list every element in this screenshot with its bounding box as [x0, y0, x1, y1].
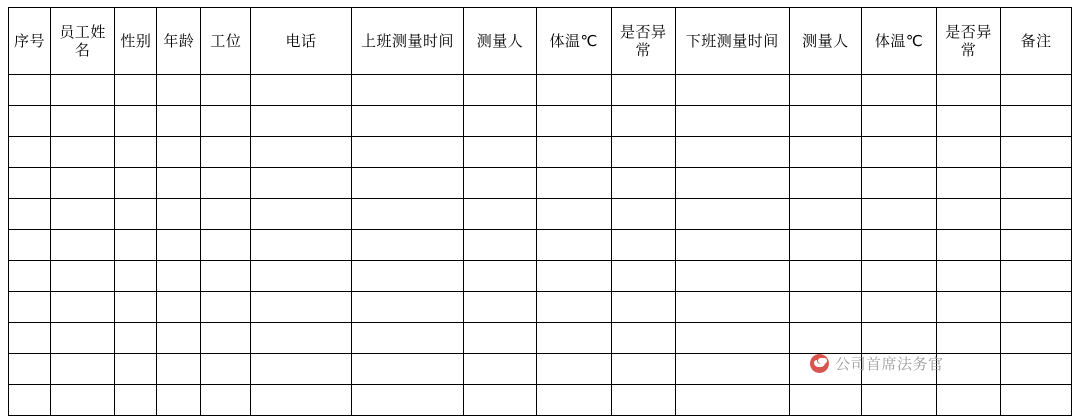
cell-abnormal_in[interactable] [611, 137, 675, 168]
cell-phone[interactable] [251, 292, 351, 323]
cell-temp_in[interactable] [536, 292, 611, 323]
cell-age[interactable] [157, 230, 201, 261]
cell-temp_in[interactable] [536, 106, 611, 137]
cell-name[interactable] [50, 354, 114, 385]
cell-abnormal_out[interactable] [936, 230, 1000, 261]
cell-temp_in[interactable] [536, 323, 611, 354]
cell-post[interactable] [201, 168, 251, 199]
cell-abnormal_in[interactable] [611, 323, 675, 354]
cell-time_in[interactable] [351, 323, 464, 354]
document-page [0, 7, 1080, 415]
cell-post[interactable] [201, 137, 251, 168]
cell-abnormal_out[interactable] [936, 354, 1000, 385]
cell-time_in[interactable] [351, 261, 464, 292]
cell-time_in[interactable] [351, 292, 464, 323]
cell-name[interactable] [50, 199, 114, 230]
cell-measurer_out[interactable] [789, 75, 862, 106]
cell-measurer_in[interactable] [464, 261, 537, 292]
cell-temp_in[interactable] [536, 199, 611, 230]
cell-phone[interactable] [251, 385, 351, 416]
cell-post[interactable] [201, 354, 251, 385]
column-checkin-measurer: 测量人 [464, 8, 537, 75]
cell-name[interactable] [50, 292, 114, 323]
cell-note[interactable] [1001, 137, 1072, 168]
cell-gender[interactable] [115, 199, 157, 230]
cell-age[interactable] [157, 323, 201, 354]
cell-age[interactable] [157, 106, 201, 137]
cell-temp_in[interactable] [536, 168, 611, 199]
cell-measurer_out[interactable] [789, 106, 862, 137]
cell-phone[interactable] [251, 354, 351, 385]
cell-measurer_in[interactable] [464, 199, 537, 230]
cell-note[interactable] [1001, 199, 1072, 230]
cell-phone[interactable] [251, 230, 351, 261]
cell-gender[interactable] [115, 106, 157, 137]
cell-time_out[interactable] [675, 385, 789, 416]
cell-phone[interactable] [251, 137, 351, 168]
cell-time_in[interactable] [351, 230, 464, 261]
cell-measurer_out[interactable] [789, 261, 862, 292]
cell-gender[interactable] [115, 230, 157, 261]
cell-phone[interactable] [251, 168, 351, 199]
cell-name[interactable] [50, 385, 114, 416]
cell-temp_out[interactable] [862, 75, 937, 106]
cell-temp_out[interactable] [862, 385, 937, 416]
cell-name[interactable] [50, 106, 114, 137]
cell-measurer_out[interactable] [789, 199, 862, 230]
cell-time_in[interactable] [351, 168, 464, 199]
column-checkout-abnormal: 是否异常 [936, 8, 1000, 75]
cell-abnormal_out[interactable] [936, 75, 1000, 106]
table-row [9, 106, 1072, 137]
cell-note[interactable] [1001, 168, 1072, 199]
column-checkin-abnormal: 是否异常 [611, 8, 675, 75]
cell-index[interactable] [9, 292, 51, 323]
cell-index[interactable] [9, 261, 51, 292]
cell-measurer_in[interactable] [464, 75, 537, 106]
temperature-record-table [8, 7, 1072, 416]
cell-index[interactable] [9, 323, 51, 354]
cell-measurer_in[interactable] [464, 354, 537, 385]
cell-time_out[interactable] [675, 323, 789, 354]
cell-time_out[interactable] [675, 261, 789, 292]
cell-gender[interactable] [115, 75, 157, 106]
cell-index[interactable] [9, 230, 51, 261]
column-checkout-time: 下班测量时间 [675, 8, 789, 75]
cell-measurer_in[interactable] [464, 168, 537, 199]
cell-time_in[interactable] [351, 75, 464, 106]
cell-time_out[interactable] [675, 230, 789, 261]
cell-abnormal_out[interactable] [936, 292, 1000, 323]
cell-abnormal_in[interactable] [611, 385, 675, 416]
cell-note[interactable] [1001, 292, 1072, 323]
cell-abnormal_out[interactable] [936, 168, 1000, 199]
cell-temp_out[interactable] [862, 354, 937, 385]
cell-gender[interactable] [115, 354, 157, 385]
cell-time_in[interactable] [351, 199, 464, 230]
cell-measurer_in[interactable] [464, 137, 537, 168]
cell-note[interactable] [1001, 75, 1072, 106]
cell-temp_out[interactable] [862, 230, 937, 261]
cell-measurer_in[interactable] [464, 230, 537, 261]
cell-phone[interactable] [251, 75, 351, 106]
column-index: 序号 [9, 8, 51, 75]
cell-abnormal_in[interactable] [611, 292, 675, 323]
cell-abnormal_in[interactable] [611, 199, 675, 230]
cell-post[interactable] [201, 323, 251, 354]
table-row [9, 199, 1072, 230]
cell-post[interactable] [201, 106, 251, 137]
cell-abnormal_out[interactable] [936, 137, 1000, 168]
cell-name[interactable] [50, 261, 114, 292]
cell-abnormal_out[interactable] [936, 106, 1000, 137]
cell-index[interactable] [9, 137, 51, 168]
cell-time_out[interactable] [675, 292, 789, 323]
cell-measurer_in[interactable] [464, 106, 537, 137]
cell-index[interactable] [9, 354, 51, 385]
column-note: 备注 [1001, 8, 1072, 75]
cell-measurer_in[interactable] [464, 292, 537, 323]
cell-index[interactable] [9, 168, 51, 199]
cell-gender[interactable] [115, 323, 157, 354]
cell-measurer_out[interactable] [789, 354, 862, 385]
cell-note[interactable] [1001, 323, 1072, 354]
cell-index[interactable] [9, 75, 51, 106]
cell-name[interactable] [50, 230, 114, 261]
column-checkin-temperature: 体温℃ [536, 8, 611, 75]
column-checkout-measurer: 测量人 [789, 8, 862, 75]
cell-temp_in[interactable] [536, 75, 611, 106]
table-row [9, 323, 1072, 354]
cell-abnormal_out[interactable] [936, 261, 1000, 292]
cell-abnormal_in[interactable] [611, 168, 675, 199]
cell-post[interactable] [201, 199, 251, 230]
table-row [9, 168, 1072, 199]
cell-time_out[interactable] [675, 199, 789, 230]
cell-measurer_out[interactable] [789, 323, 862, 354]
cell-age[interactable] [157, 137, 201, 168]
table-header [9, 8, 1072, 75]
cell-measurer_out[interactable] [789, 137, 862, 168]
column-age: 年龄 [157, 8, 201, 75]
cell-time_in[interactable] [351, 137, 464, 168]
table-row [9, 75, 1072, 106]
cell-abnormal_out[interactable] [936, 199, 1000, 230]
cell-time_out[interactable] [675, 137, 789, 168]
cell-age[interactable] [157, 292, 201, 323]
cell-temp_out[interactable] [862, 106, 937, 137]
cell-phone[interactable] [251, 106, 351, 137]
cell-post[interactable] [201, 292, 251, 323]
table-row [9, 354, 1072, 385]
table-row [9, 137, 1072, 168]
cell-temp_out[interactable] [862, 261, 937, 292]
cell-temp_in[interactable] [536, 261, 611, 292]
cell-index[interactable] [9, 199, 51, 230]
cell-temp_out[interactable] [862, 292, 937, 323]
cell-abnormal_in[interactable] [611, 230, 675, 261]
cell-temp_in[interactable] [536, 385, 611, 416]
column-post: 工位 [201, 8, 251, 75]
cell-name[interactable] [50, 75, 114, 106]
cell-time_out[interactable] [675, 75, 789, 106]
column-checkin-time: 上班测量时间 [351, 8, 464, 75]
cell-measurer_out[interactable] [789, 168, 862, 199]
cell-age[interactable] [157, 199, 201, 230]
cell-time_out[interactable] [675, 106, 789, 137]
cell-note[interactable] [1001, 385, 1072, 416]
cell-measurer_in[interactable] [464, 323, 537, 354]
column-gender: 性别 [115, 8, 157, 75]
cell-abnormal_in[interactable] [611, 261, 675, 292]
cell-time_in[interactable] [351, 385, 464, 416]
cell-gender[interactable] [115, 385, 157, 416]
cell-temp_in[interactable] [536, 230, 611, 261]
cell-note[interactable] [1001, 230, 1072, 261]
cell-time_out[interactable] [675, 168, 789, 199]
cell-gender[interactable] [115, 137, 157, 168]
cell-time_in[interactable] [351, 106, 464, 137]
cell-post[interactable] [201, 75, 251, 106]
table-row [9, 261, 1072, 292]
cell-phone[interactable] [251, 199, 351, 230]
cell-age[interactable] [157, 168, 201, 199]
cell-time_out[interactable] [675, 354, 789, 385]
cell-measurer_out[interactable] [789, 230, 862, 261]
cell-measurer_out[interactable] [789, 292, 862, 323]
cell-index[interactable] [9, 106, 51, 137]
cell-name[interactable] [50, 323, 114, 354]
table-row [9, 292, 1072, 323]
cell-abnormal_in[interactable] [611, 75, 675, 106]
cell-phone[interactable] [251, 323, 351, 354]
cell-gender[interactable] [115, 261, 157, 292]
cell-phone[interactable] [251, 261, 351, 292]
cell-abnormal_in[interactable] [611, 354, 675, 385]
cell-age[interactable] [157, 261, 201, 292]
cell-index[interactable] [9, 385, 51, 416]
cell-temp_out[interactable] [862, 199, 937, 230]
cell-name[interactable] [50, 168, 114, 199]
column-phone: 电话 [251, 8, 351, 75]
cell-abnormal_out[interactable] [936, 385, 1000, 416]
cell-temp_out[interactable] [862, 168, 937, 199]
watermark-text: 公司首席法务官 [835, 355, 944, 373]
cell-gender[interactable] [115, 292, 157, 323]
cell-post[interactable] [201, 385, 251, 416]
cell-measurer_in[interactable] [464, 385, 537, 416]
column-checkout-temperature: 体温℃ [862, 8, 937, 75]
cell-time_in[interactable] [351, 354, 464, 385]
cell-measurer_out[interactable] [789, 385, 862, 416]
cell-name[interactable] [50, 137, 114, 168]
cell-note[interactable] [1001, 261, 1072, 292]
cell-temp_in[interactable] [536, 354, 611, 385]
cell-temp_out[interactable] [862, 323, 937, 354]
column-employee-name: 员工姓名 [50, 8, 114, 75]
cell-post[interactable] [201, 261, 251, 292]
table-row [9, 385, 1072, 416]
cell-note[interactable] [1001, 106, 1072, 137]
cell-abnormal_out[interactable] [936, 323, 1000, 354]
cell-abnormal_in[interactable] [611, 106, 675, 137]
table-body [9, 75, 1072, 416]
cell-age[interactable] [157, 75, 201, 106]
cell-post[interactable] [201, 230, 251, 261]
cell-note[interactable] [1001, 354, 1072, 385]
cell-temp_out[interactable] [862, 137, 937, 168]
table-row [9, 230, 1072, 261]
cell-temp_in[interactable] [536, 137, 611, 168]
cell-age[interactable] [157, 385, 201, 416]
cell-age[interactable] [157, 354, 201, 385]
cell-gender[interactable] [115, 168, 157, 199]
table-header-row [9, 8, 1072, 75]
